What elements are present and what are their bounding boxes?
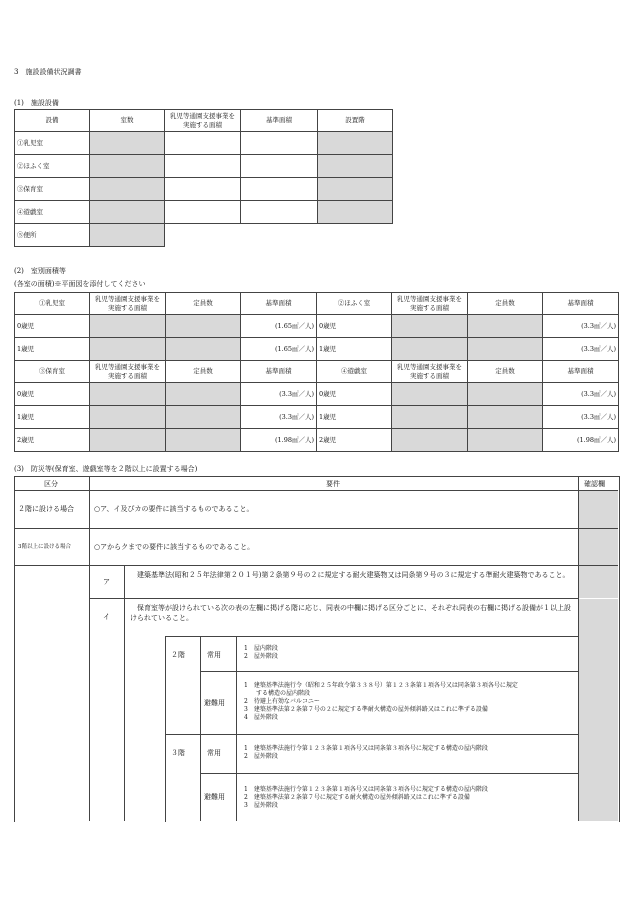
divider (14, 528, 618, 529)
list-item: 3 屋外階段 (244, 802, 278, 810)
cell-input[interactable] (90, 224, 165, 247)
row-label-hofukushitsu: ②ほふく室 (15, 155, 90, 178)
header-capacity: 定員数 (468, 361, 543, 383)
list-item: 3 建築基準法第２条第７号の２に規定する準耐火構造の屋外傾斜路又はこれに準ずる設備 (244, 706, 488, 714)
cell-input[interactable] (392, 338, 468, 361)
cell-input[interactable] (318, 132, 393, 155)
list-item: 2 屋外階段 (244, 753, 278, 761)
header-check: 確認欄 (584, 480, 605, 488)
list-item: 2 屋外階段 (244, 653, 278, 661)
divider (89, 598, 578, 599)
row-age: 1歳児 (317, 338, 392, 361)
check-cell[interactable] (579, 491, 618, 528)
cell-input[interactable] (90, 429, 166, 452)
room-area-table (14, 292, 619, 452)
divider (200, 636, 201, 821)
header-standard-area: 基準面積 (543, 293, 619, 315)
cell-input[interactable] (392, 429, 468, 452)
f2-hinan-list (244, 682, 518, 722)
divider (165, 734, 578, 735)
cell-input[interactable] (392, 406, 468, 429)
item-a-label: ア (103, 578, 110, 586)
row-age: 1歳児 (15, 406, 90, 429)
header-area: 乳児等通園支援事業を実施する面積 (392, 361, 468, 383)
cell-input[interactable] (241, 201, 318, 224)
cell-input[interactable] (166, 315, 241, 338)
row-label-yugishitsu: ④遊戯室 (15, 201, 90, 224)
header-capacity: 定員数 (468, 293, 543, 315)
f3-hinan-list (244, 786, 488, 810)
cell-input[interactable] (241, 178, 318, 201)
cell-input[interactable] (166, 338, 241, 361)
cell-input[interactable] (468, 315, 543, 338)
cell-input[interactable] (392, 315, 468, 338)
row-age: 0歳児 (15, 383, 90, 406)
header-kubun: 区分 (44, 480, 58, 488)
cell-input[interactable] (318, 178, 393, 201)
divider (200, 671, 578, 672)
cell-input[interactable] (166, 406, 241, 429)
cell-input[interactable] (90, 315, 166, 338)
f2-joyo-list (244, 645, 278, 661)
list-item: 2 建築基準法第２条第７号に規定する耐火構造の屋外傾斜路又はこれに準ずる設備 (244, 794, 470, 802)
cell-input[interactable] (468, 406, 543, 429)
cell-input[interactable] (90, 178, 165, 201)
row-age: 2歳児 (15, 429, 90, 452)
label-3f: 3階以上に設ける場合 (18, 544, 71, 550)
cell-input[interactable] (241, 132, 318, 155)
document-title: 3 施設設備状況調書 (14, 68, 82, 76)
standard-area-value: (1.98㎡／人) (543, 429, 619, 452)
header-yugishitsu: ④遊戯室 (317, 361, 392, 383)
header-yoken: 要件 (326, 480, 340, 488)
item-i-text: 保育室等が設けられている次の表の左欄に掲げる階に応じ、同表の中欄に掲げる区分ごとに、それぞれ同表の右欄に掲げる設備が１以上設けられていること。 (130, 604, 571, 623)
header-capacity: 定員数 (166, 293, 241, 315)
check-cell[interactable] (579, 566, 618, 598)
row-label-benjo: ⑤便所 (15, 224, 90, 247)
row-age: 1歳児 (15, 338, 90, 361)
standard-area-value: (3.3㎡／人) (543, 406, 619, 429)
list-item: 4 屋外階段 (244, 714, 278, 722)
label-hinan: 避難用 (204, 793, 225, 801)
label-hinan: 避難用 (204, 699, 225, 707)
cell-input[interactable] (165, 132, 241, 155)
standard-area-value: (3.3㎡／人) (543, 315, 619, 338)
row-age: 1歳児 (317, 406, 392, 429)
header-standard-area: 基準面積 (241, 293, 317, 315)
header-setsubi: 設備 (15, 110, 90, 132)
list-item: する構造の屋内階段 (244, 690, 311, 698)
label-2f: ２階に設ける場合 (18, 505, 74, 513)
cell-input[interactable] (241, 155, 318, 178)
check-cell[interactable] (579, 529, 618, 565)
divider (14, 565, 618, 566)
text-3f: ○アからクまでの要件に該当するものであること。 (94, 543, 255, 551)
f3-joyo-list (244, 745, 488, 761)
header-standard-area: 基準面積 (241, 361, 317, 383)
header-area: 乳児等通園支援事業を実施する面積 (90, 361, 166, 383)
cell-input[interactable] (166, 383, 241, 406)
header-standard-area: 基準面積 (543, 361, 619, 383)
cell-input[interactable] (165, 155, 241, 178)
list-item: 1 建築基準法施行令第１２３条第１項各号又は同条第３項各号に規定する構造の屋内階段 (244, 745, 488, 752)
cell-input[interactable] (468, 338, 543, 361)
header-area: 乳児等通園支援事業を実施する面積 (90, 293, 166, 315)
cell-input[interactable] (318, 155, 393, 178)
label-joyo: 常用 (207, 651, 221, 659)
divider (124, 566, 125, 821)
row-age: 0歳児 (317, 315, 392, 338)
row-label-nyujishitsu: ①乳児室 (15, 132, 90, 155)
divider (200, 773, 578, 774)
item-a-text: 建築基準法(昭和２５年法律第２０１号)第２条第９号の２に規定する耐火建築物又は同条第９号の３に規定する準耐火建築物であること。 (130, 571, 570, 579)
section2-heading: (2) 室別面積等 (14, 267, 66, 275)
header-standard-area: 基準面積 (241, 110, 318, 132)
section2-note: (各室の面積)※平面図を添付してください (14, 280, 146, 288)
list-item: 1 建築基準法施行令第１２３条第１項各号又は同条第３項各号に規定する構造の屋内階段 (244, 786, 488, 793)
header-room-count: 室数 (90, 110, 165, 132)
cell-input[interactable] (165, 201, 241, 224)
list-item: 2 待避上有効なバルコニー (244, 698, 320, 706)
cell-input[interactable] (90, 383, 166, 406)
header-hoikushitsu: ③保育室 (15, 361, 90, 383)
cell-input[interactable] (90, 338, 166, 361)
row-label-hoikushitsu: ③保育室 (15, 178, 90, 201)
facility-table (14, 109, 393, 247)
divider (236, 636, 237, 821)
header-capacity: 定員数 (166, 361, 241, 383)
standard-area-value: (1.65㎡／人) (241, 315, 317, 338)
row-age: 2歳児 (317, 429, 392, 452)
standard-area-value: (1.65㎡／人) (241, 338, 317, 361)
cell-input[interactable] (392, 383, 468, 406)
cell-input[interactable] (166, 429, 241, 452)
standard-area-value: (1.98㎡／人) (241, 429, 317, 452)
cell-input[interactable] (90, 406, 166, 429)
cell-input[interactable] (468, 429, 543, 452)
section3-heading: (3) 防災等(保育室、遊戯室等を２階以上に設置する場合) (14, 465, 198, 473)
cell-input[interactable] (90, 132, 165, 155)
cell-input[interactable] (318, 201, 393, 224)
standard-area-value: (3.3㎡／人) (543, 338, 619, 361)
header-area: 乳児等通園支援事業を実施する面積 (392, 293, 468, 315)
cell-input[interactable] (90, 155, 165, 178)
floor-2: ２階 (171, 651, 185, 659)
item-i-label: イ (103, 613, 110, 621)
section1-heading: (1) 施設設備 (14, 99, 59, 107)
header-nyujishitsu: ①乳児室 (15, 293, 90, 315)
divider (14, 490, 618, 491)
check-cell[interactable] (579, 599, 618, 821)
cell-input[interactable] (90, 201, 165, 224)
cell-input[interactable] (165, 178, 241, 201)
floor-3: ３階 (171, 749, 185, 757)
header-area: 乳児等通園支援事業を実施する面積 (165, 110, 241, 132)
row-age: 0歳児 (317, 383, 392, 406)
header-hofukushitsu: ②ほふく室 (317, 293, 392, 315)
row-age: 0歳児 (15, 315, 90, 338)
list-item: 1 建築基準法施行令（昭和２５年政令第３３８号）第１２３条第１項各号又は同条第３項各号に規定 (244, 682, 518, 689)
label-joyo: 常用 (207, 749, 221, 757)
header-floor: 設置階 (318, 110, 393, 132)
standard-area-value: (3.3㎡／人) (543, 383, 619, 406)
standard-area-value: (3.3㎡／人) (241, 383, 317, 406)
standard-area-value: (3.3㎡／人) (241, 406, 317, 429)
text-2f: ○ア、イ及びカの要件に該当するものであること。 (94, 505, 254, 513)
list-item: 1 屋内階段 (244, 645, 278, 652)
cell-input[interactable] (468, 383, 543, 406)
